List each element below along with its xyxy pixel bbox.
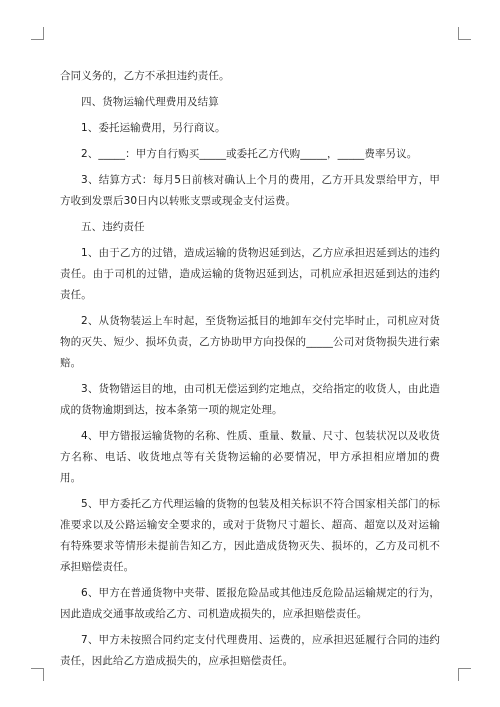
paragraph-continuation: 合同义务的，乙方不承担违约责任。 xyxy=(60,70,230,82)
crop-mark-top-left xyxy=(31,27,44,40)
clause-4-3: 3、结算方式：每月5日前核对确认上个月的费用，乙方开具发票给甲方，甲方收到发票后30日内以转账支票或现金支付运费。 xyxy=(60,174,440,207)
crop-mark-bottom-left xyxy=(31,668,44,681)
section-heading-liability: 五、违约责任 xyxy=(81,221,145,233)
clause-5-3: 3、货物错运目的地，由司机无偿运到约定地点，交给指定的收货人，由此造成的货物逾期到达，按本条第一项的规定处理。 xyxy=(60,383,440,416)
crop-mark-bottom-right xyxy=(458,668,471,681)
clause-5-1: 1、由于乙方的过错，造成运输的货物迟延到达，乙方应承担迟延到达的违约责任。由于司机的过错，造成运输的货物迟延到达，司机应承担迟延到达的违约责任。 xyxy=(60,247,440,301)
clause-5-2: 2、从货物装运上车时起，至货物运抵目的地卸车交付完毕时止，司机应对货物的灭失、短少、损坏负责，乙方协助甲方向投保的_____公司对货物损失进行索赔。 xyxy=(60,315,440,369)
clause-5-6: 6、甲方在普通货物中夹带、匿报危险品或其他违反危险品运输规定的行为，因此造成交通事故或给乙方、司机造成损失的，应承担赔偿责任。 xyxy=(60,587,440,620)
document-body xyxy=(60,66,440,677)
section-heading-fees: 四、货物运输代理费用及结算 xyxy=(81,96,219,108)
clause-4-2: 2、_____：甲方自行购买_____或委托乙方代购_____，_____费率另议。 xyxy=(81,148,418,160)
clause-5-4: 4、甲方错报运输货物的名称、性质、重量、数量、尺寸、包装状况以及收货方名称、电话、收货地点等有关货物运输的必要情况，甲方承担相应增加的费用。 xyxy=(60,430,440,484)
crop-mark-top-right xyxy=(458,27,471,40)
clause-5-5: 5、甲方委托乙方代理运输的货物的包装及相关标识不符合国家相关部门的标准要求以及公路运输安全要求的，或对于货物尺寸超长、超高、超宽以及对运输有特殊要求等情形未提前告知乙方，因此造成货物灭失、损坏的，乙方及司机不承担赔偿责任。 xyxy=(60,498,440,573)
clause-4-1: 1、委托运输费用，另行商议。 xyxy=(81,122,226,134)
clause-5-7: 7、甲方未按照合同约定支付代理费用、运费的，应承担迟延履行合同的违约责任，因此给乙方造成损失的，应承担赔偿责任。 xyxy=(60,634,440,667)
